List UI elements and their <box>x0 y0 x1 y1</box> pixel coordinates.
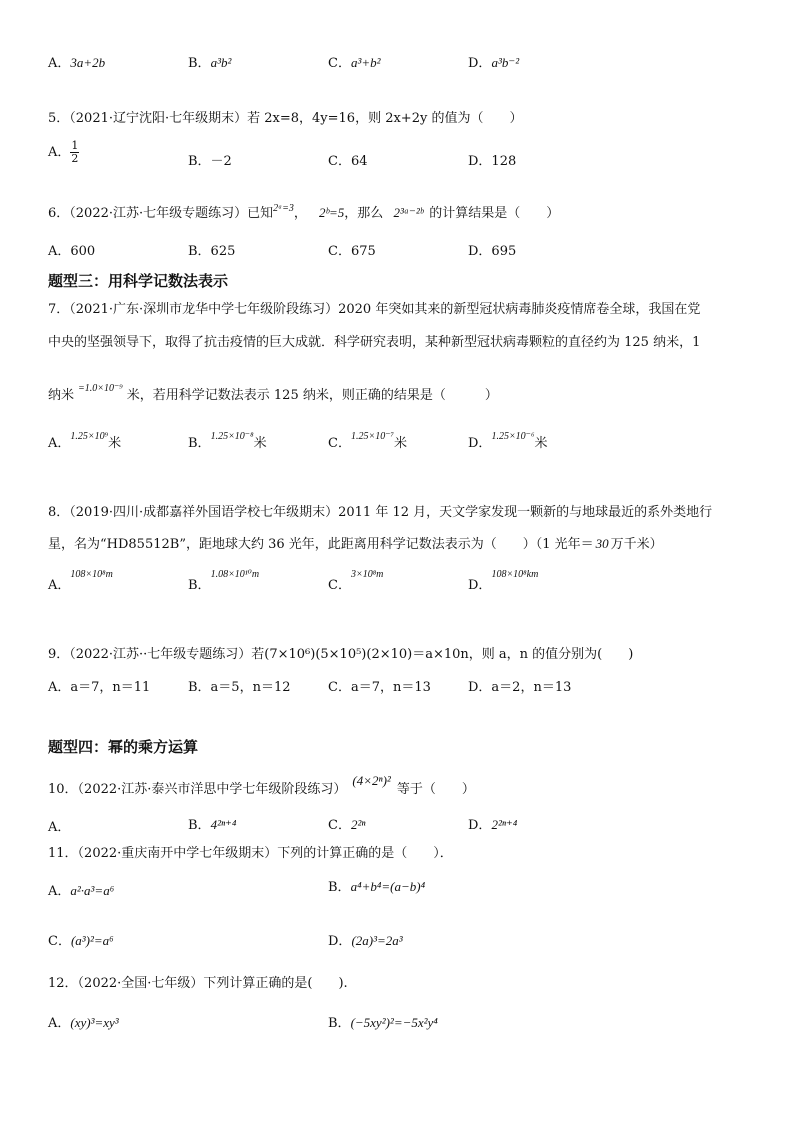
q12-stem: 12．（2022·全国·七年级）下列计算正确的是( ). <box>48 976 348 991</box>
q5-option-a: A． $\frac{1}{2}$ <box>48 139 79 165</box>
q12-option-a: A．(xy)³=xy³ <box>48 1015 119 1031</box>
q9-option-c: C．a＝7，n＝13 <box>328 680 431 695</box>
q6-option-d: D．695 <box>468 244 517 259</box>
q11-option-c: C．(a³)²=a⁶ <box>48 933 114 949</box>
q10-option-c: C．2²ⁿ <box>328 817 366 833</box>
section-3-title: 题型三：用科学记数法表示 <box>48 272 229 290</box>
q6-option-b: B．625 <box>188 244 236 259</box>
q10-stem: 10．（2022·江苏·泰兴市洋思中学七年级阶段练习）(4×2ⁿ)²等于（ ） <box>48 773 475 797</box>
q6-expression: 2³ᵃ⁻²ᵇ <box>393 205 424 220</box>
q7-option-d: D．1.25×10⁻⁶米 <box>468 431 548 451</box>
section-4-title: 题型四：幂的乘方运算 <box>48 738 199 756</box>
q7-option-a: A．1.25×10⁹米 <box>48 431 122 451</box>
q7-line-3: 纳米 $^{=1.0\times 10^{-9}}$ 米，若用科学记数法表示 125 纳米，则正确的结果是（ ） <box>48 383 498 403</box>
q11-option-b: B．a⁴+b⁴=(a−b)⁴ <box>328 879 426 895</box>
q10-option-d: D．2²ⁿ⁺⁴ <box>468 817 518 833</box>
q5-option-b: B．－2 <box>188 154 232 169</box>
q5-option-c: C．64 <box>328 154 368 169</box>
q7-option-b: B．1.25×10⁻⁸米 <box>188 431 267 451</box>
q6-condition-2: 2ᵇ=5 <box>319 205 345 220</box>
q7-line-2: 中央的坚强领导下，取得了抗击疫情的巨大成就．科学研究表明，某种新型冠状病毒颗粒的直径约为 125 纳米，1 <box>48 335 701 350</box>
q9-option-b: B．a＝5，n＝12 <box>188 680 291 695</box>
q8-line-1: 8．（2019·四川·成都嘉祥外国语学校七年级期末）2011 年 12 月，天文学家发现一颗新的与地球最近的系外类地行 <box>48 505 713 520</box>
q9-option-d: D．a＝2，n＝13 <box>468 680 572 695</box>
q8-option-b: B．1.08×10¹⁰m <box>188 569 260 593</box>
q7-line-1: 7．（2021·广东·深圳市龙华中学七年级阶段练习）2020 年突如其来的新型冠状病毒肺炎疫情席卷全球，我国在党 <box>48 302 701 317</box>
q9-option-a: A．a＝7，n＝11 <box>48 680 151 695</box>
q8-line-2: 星，名为“HD85512B”，距地球大约 36 光年，此距离用科学记数法表示为（ ）（1 光年＝ 30 万千米） <box>48 536 663 552</box>
q6-option-a: A．600 <box>48 244 96 259</box>
q8-option-d: D．108×10⁸km <box>468 569 539 593</box>
q6-option-c: C．675 <box>328 244 376 259</box>
q8-option-c: C．3×10⁸m <box>328 569 384 593</box>
q6-condition-1: 2ᵃ=3 <box>273 203 294 214</box>
q7-option-c: C．1.25×10⁻⁷米 <box>328 431 407 451</box>
q5-option-d: D．128 <box>468 154 517 169</box>
q11-stem: 11．（2022·重庆南开中学七年级期末）下列的计算正确的是（ ）． <box>48 846 453 861</box>
q4-option-a: A．3a+2b <box>48 55 106 71</box>
q4-option-c: C．a³+b² <box>328 55 381 71</box>
q8-option-a: A．108×10⁸m <box>48 569 113 593</box>
q12-option-b: B．(−5xy²)²=−5x²y⁴ <box>328 1015 438 1031</box>
q5-stem: 5．（2021·辽宁沈阳·七年级期末）若 2x=8，4y=16，则 2x+2y 的值为（ ） <box>48 111 523 126</box>
q4-option-b: B．a³b² <box>188 55 232 71</box>
q10-option-b: B．4²ⁿ⁺⁴ <box>188 817 237 833</box>
q6-stem: 6．（2022·江苏·七年级专题练习）已知$^{2ᵃ=3}$， 2ᵇ=5，那么 2³ᵃ⁻²ᵇ 的计算结果是（ ） <box>48 203 560 221</box>
q10-option-a: A． <box>48 820 71 835</box>
q9-stem: 9．（2022·江苏··七年级专题练习）若(7×10⁶)(5×10⁵)(2×10)＝a×10n，则 a，n 的值分别为( ) <box>48 647 634 662</box>
q11-option-d: D．(2a)³=2a³ <box>328 933 403 949</box>
q4-option-d: D．a³b⁻² <box>468 55 520 71</box>
q11-option-a: A．a²·a³=a⁶ <box>48 883 115 899</box>
